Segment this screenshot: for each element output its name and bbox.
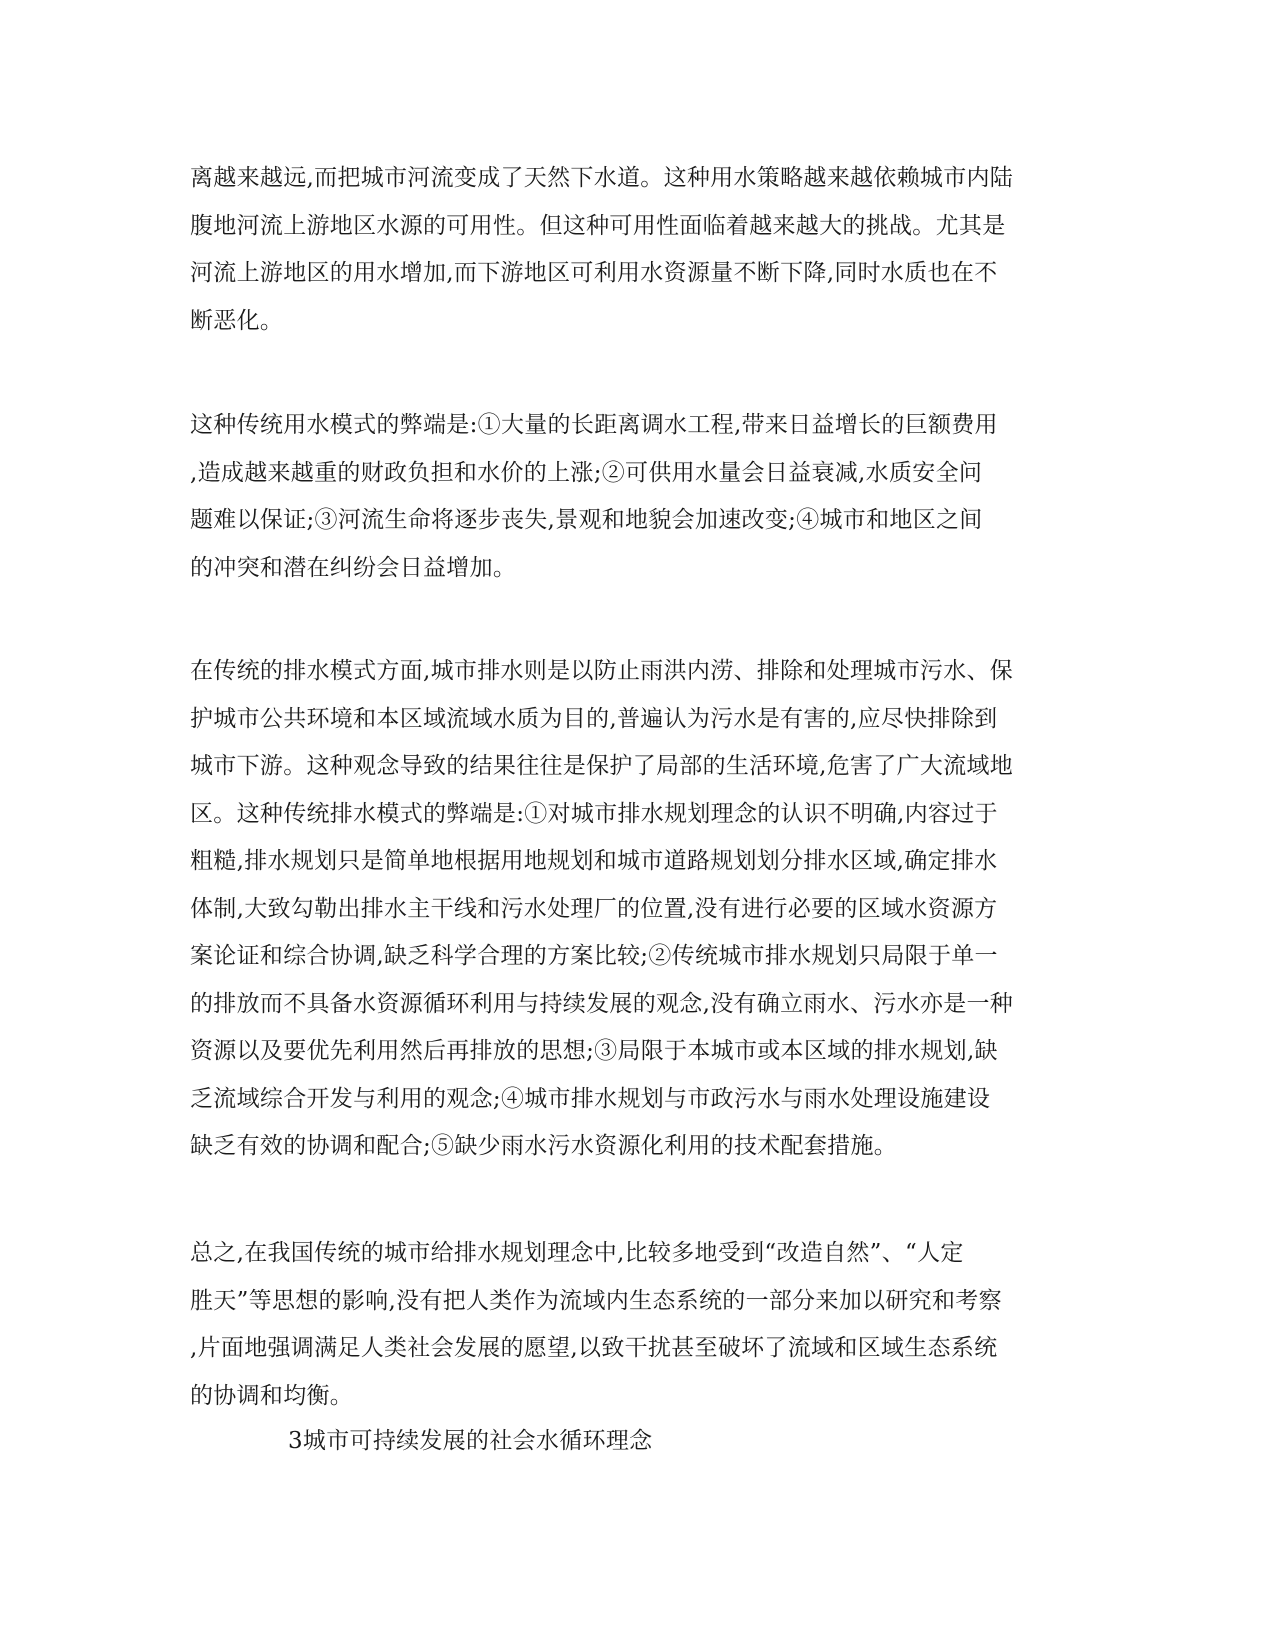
section-heading: 3城市可持续发展的社会水循环理念 [288,1428,653,1454]
text-line: 区。这种传统排水模式的弊端是:①对城市排水规划理念的认识不明确,内容过于 [190,800,998,827]
text-line: 城市下游。这种观念导致的结果往往是保护了局部的生活环境,危害了广大流域地 [190,753,1014,779]
text-line: 案论证和综合协调,缺乏科学合理的方案比较;②传统城市排水规划只局限于单一 [190,943,998,969]
paragraph-water-use-drawbacks [190,402,1090,592]
text-line: 离越来越远,而把城市河流变成了天然下水道。这种用水策略越来越依赖城市内陆 [190,165,1014,191]
paragraph-drainage-mode [190,648,1090,1171]
text-line: 河流上游地区的用水增加,而下游地区可利用水资源量不断下降,同时水质也在不 [190,260,998,286]
text-line: 腹地河流上游地区水源的可用性。但这种可用性面临着越来越大的挑战。尤其是 [190,212,1006,239]
text-line: 这种传统用水模式的弊端是:①大量的长距离调水工程,带来日益增长的巨额费用 [190,412,998,438]
text-line: 的协调和均衡。 [190,1382,354,1409]
text-line: 总之,在我国传统的城市给排水规划理念中,比较多地受到“改造自然”、“人定 [190,1240,964,1266]
text-line: ,片面地强调满足人类社会发展的愿望,以致干扰甚至破坏了流域和区域生态系统 [190,1335,998,1361]
text-line: 断恶化。 [190,307,284,334]
text-line: 乏流域综合开发与利用的观念;④城市排水规划与市政污水与雨水处理设施建设 [190,1085,991,1112]
text-line: ,造成越来越重的财政负担和水价的上涨;②可供用水量会日益衰减,水质安全问 [190,459,983,486]
text-line: 粗糙,排水规划只是简单地根据用地规划和城市道路规划划分排水区域,确定排水 [190,848,998,874]
paragraph-summary [190,1230,1090,1420]
text-line: 的排放而不具备水资源循环利用与持续发展的观念,没有确立雨水、污水亦是一种 [190,990,1014,1017]
text-line: 胜天”等思想的影响,没有把人类作为流域内生态系统的一部分来加以研究和考察 [190,1287,1002,1314]
text-line: 在传统的排水模式方面,城市排水则是以防止雨洪内涝、排除和处理城市污水、保 [190,658,1014,684]
text-line: 资源以及要优先利用然后再排放的思想;③局限于本城市或本区域的排水规划,缺 [190,1038,998,1064]
paragraph-water-supply-strategy [190,155,1090,345]
text-line: 的冲突和潜在纠纷会日益增加。 [190,554,517,581]
text-line: 体制,大致勾勒出排水主干线和污水处理厂的位置,没有进行必要的区域水资源方 [190,895,998,922]
text-line: 题难以保证;③河流生命将逐步丧失,景观和地貌会加速改变;④城市和地区之间 [190,507,983,533]
text-line: 缺乏有效的协调和配合;⑤缺少雨水污水资源化利用的技术配套措施。 [190,1133,898,1159]
text-line: 护城市公共环境和本区域流域水质为目的,普遍认为污水是有害的,应尽快排除到 [190,705,998,732]
